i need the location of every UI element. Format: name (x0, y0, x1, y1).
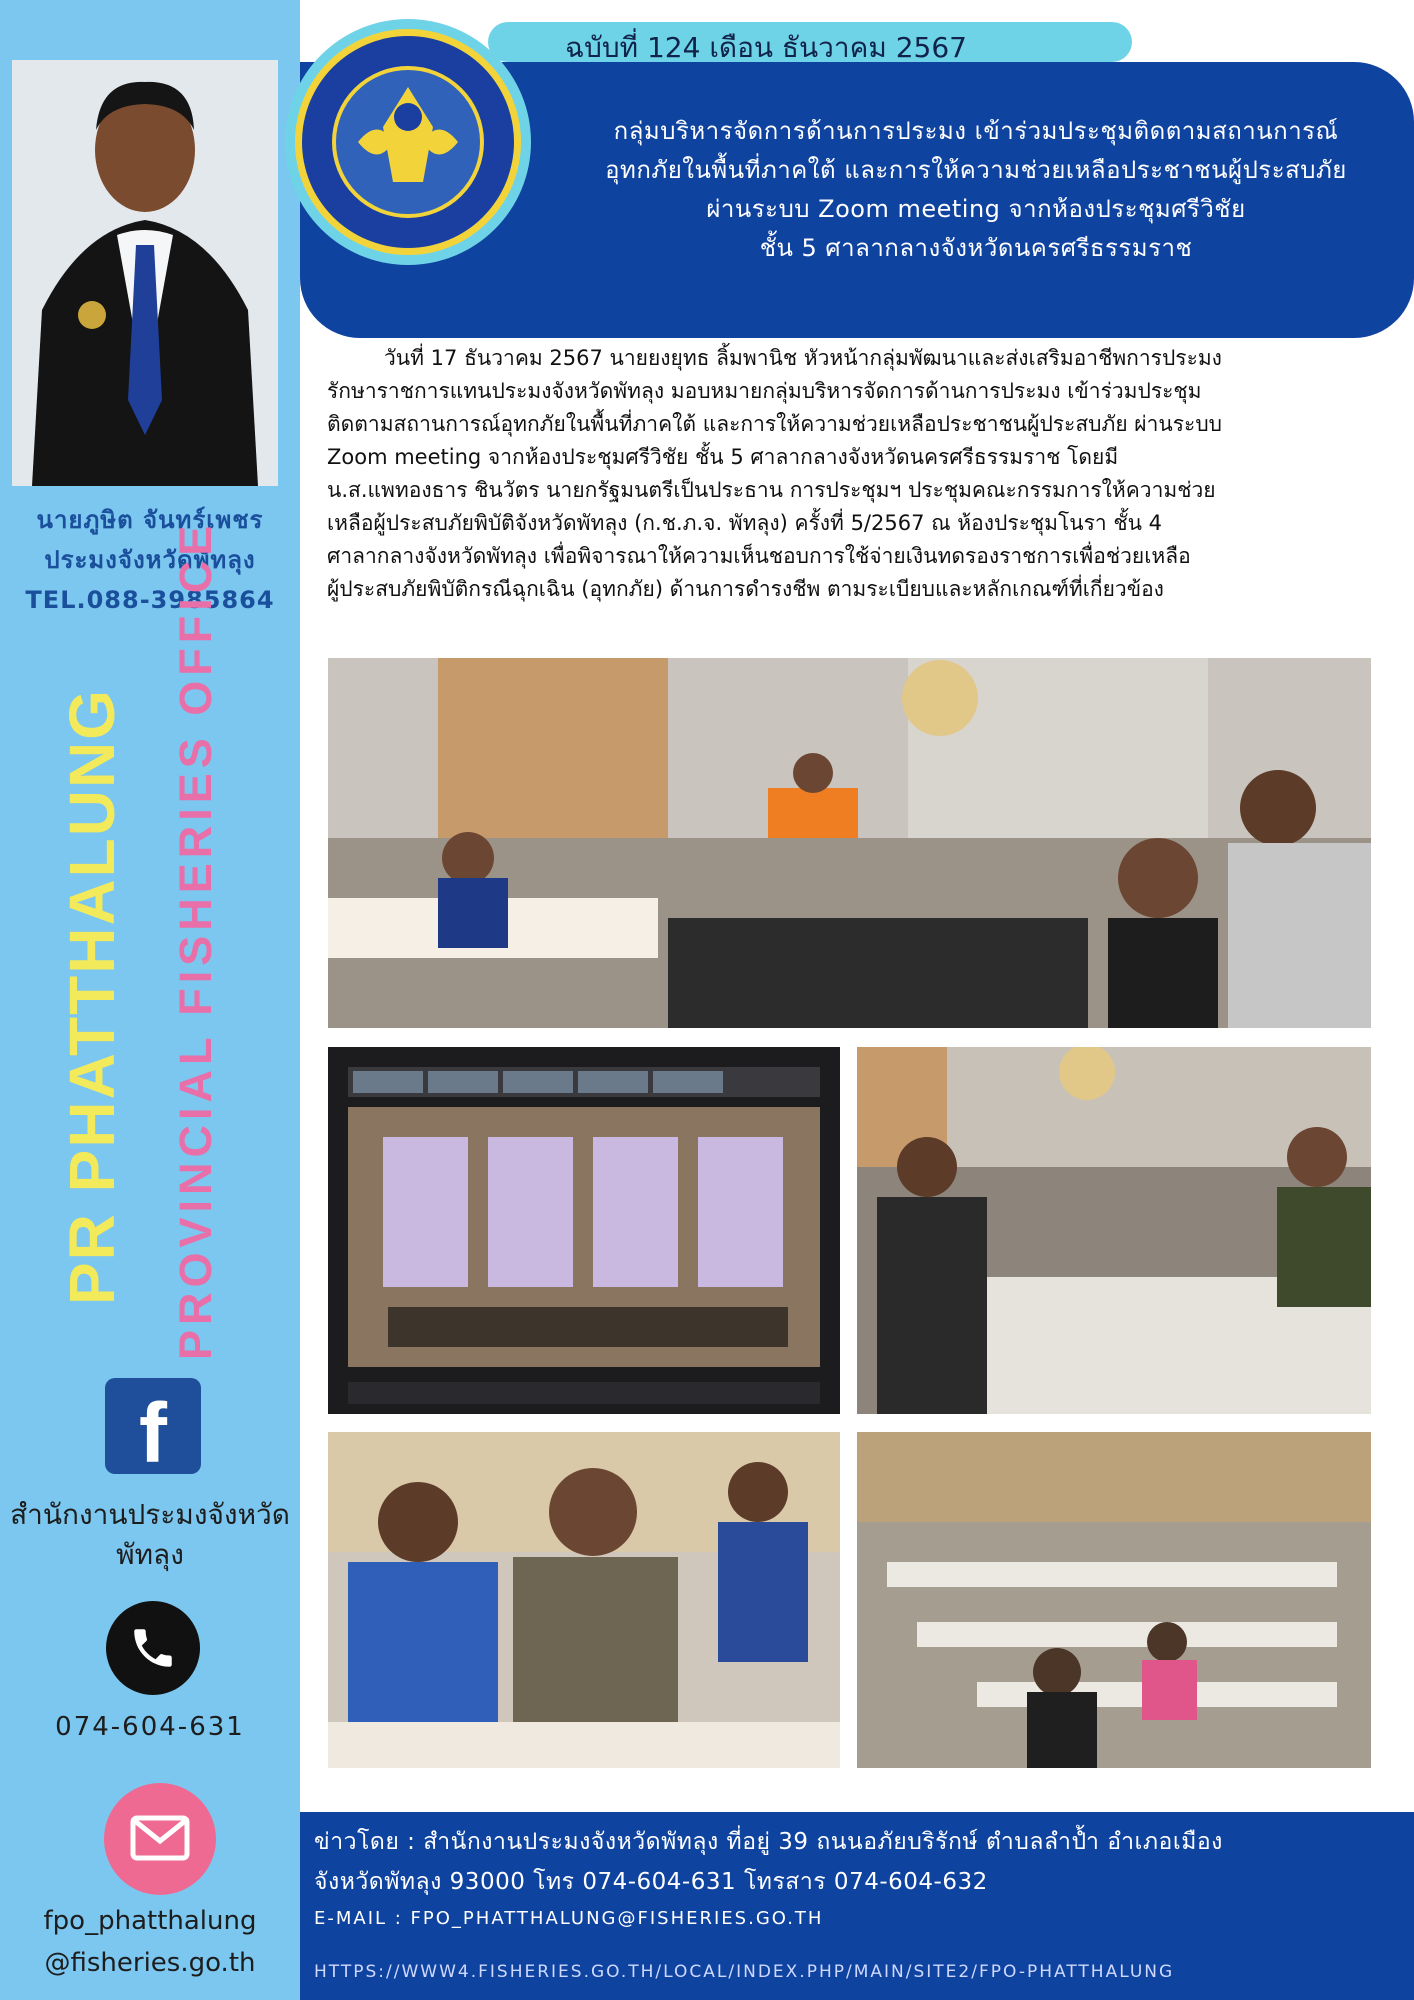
zoom-meeting-screen-photo (328, 1047, 840, 1414)
article-line: น.ส.แพทองธาร ชินวัตร นายกรัฐมนตรีเป็นประธาน การประชุมฯ ประชุมคณะกรรมการให้ความช่วย (327, 478, 1216, 502)
footer-email[interactable]: E-MAIL : FPO_PHATTHALUNG@FISHERIES.GO.TH (314, 1908, 824, 1929)
facebook-icon[interactable]: f (105, 1378, 201, 1474)
vertical-title-pr: PR PHATTHALUNG (56, 688, 128, 1305)
footer-website-link[interactable]: HTTPS://WWW4.FISHERIES.GO.TH/LOCAL/INDEX.PHP/MAIN/SITE2/FPO-PHATTHALUNG (314, 1962, 1175, 1982)
director-portrait (12, 60, 278, 486)
phone-icon (106, 1601, 200, 1695)
facebook-label-line1: สำนักงานประมงจังหวัด (10, 1498, 290, 1531)
article-line: รักษาราชการแทนประมงจังหวัดพัทลุง มอบหมายกลุ่มบริหารจัดการด้านการประมง เข้าร่วมประชุม (327, 379, 1202, 403)
director-title: ประมงจังหวัดพัทลุง (44, 546, 256, 574)
director-phone: TEL.088-3985864 (25, 586, 275, 614)
article-line: Zoom meeting จากห้องประชุมศรีวิชัย ชั้น 5 ศาลากลางจังหวัดนครศรีธรรมราช โดยมี (327, 445, 1119, 469)
article-line: เหลือผู้ประสบภัยพิบัติจังหวัดพัทลุง (ก.ช.ภ.จ. พัทลุง) ครั้งที่ 5/2567 ณ ห้องประชุมโนรา ชั้น 4 (327, 511, 1163, 535)
director-info (0, 500, 300, 620)
department-seal-logo (283, 17, 533, 267)
facebook-page-name[interactable] (0, 1495, 300, 1575)
meeting-room-photo (857, 1047, 1371, 1414)
headline-line: ชั้น 5 ศาลากลางจังหวัดนครศรีธรรมราช (759, 234, 1193, 262)
email-line2: @fisheries.go.th (44, 1948, 256, 1978)
email-contact[interactable] (0, 1900, 300, 1984)
footer-address-line1: ข่าวโดย : สำนักงานประมงจังหวัดพัทลุง ที่อยู่ 39 ถนนอภัยบริรักษ์ ตำบลลำป้ำ อำเภอเมือง (314, 1829, 1223, 1855)
mail-icon (104, 1783, 216, 1895)
article-line: วันที่ 17 ธันวาคม 2567 นายยงยุทธ ลิ้มพานิช หัวหน้ากลุ่มพัฒนาและส่งเสริมอาชีพการประมง (384, 346, 1222, 370)
sidebar (0, 0, 300, 2000)
officials-photo (328, 1432, 840, 1768)
footer-address-line2: จังหวัดพัทลุง 93000 โทร 074-604-631 โทรสาร 074-604-632 (314, 1869, 988, 1895)
headline (546, 112, 1406, 268)
footer-contact-bar (300, 1812, 1414, 2000)
issue-number: ฉบับที่ 124 เดือน ธันวาคม 2567 (565, 31, 967, 64)
article-line: ติดตามสถานการณ์อุทกภัยในพื้นที่ภาคใต้ และการให้ความช่วยเหลือประชาชนผู้ประสบภัย ผ่านระบบ (327, 412, 1222, 436)
headline-line: กลุ่มบริหารจัดการด้านการประมง เข้าร่วมประชุมติดตามสถานการณ์ (613, 117, 1339, 145)
director-name: นายภูษิต จันทร์เพชร (36, 506, 264, 534)
conference-hall-photo (857, 1432, 1371, 1768)
headline-line: อุทกภัยในพื้นที่ภาคใต้ และการให้ความช่วยเหลือประชาชนผู้ประสบภัย (605, 156, 1347, 184)
article-line: ศาลากลางจังหวัดพัทลุง เพื่อพิจารณาให้ความเห็นชอบการใช้จ่ายเงินทดรองราชการเพื่อช่วยเหลือ (327, 544, 1191, 568)
headline-line: ผ่านระบบ Zoom meeting จากห้องประชุมศรีวิชัย (706, 195, 1246, 223)
article-body (327, 342, 1402, 606)
office-phone: 074-604-631 (55, 1712, 245, 1742)
meeting-photo-main (328, 658, 1371, 1028)
email-line1: fpo_phatthalung (43, 1906, 257, 1936)
vertical-title-office: PROVINCIAL FISHERIES OFFICE (170, 520, 221, 1360)
article-line: ผู้ประสบภัยพิบัติกรณีฉุกเฉิน (อุทกภัย) ด้านการดำรงชีพ ตามระเบียบและหลักเกณฑ์ที่เกี่ยวข้อง (327, 577, 1164, 601)
facebook-label-line2: พัทลุง (116, 1538, 184, 1571)
